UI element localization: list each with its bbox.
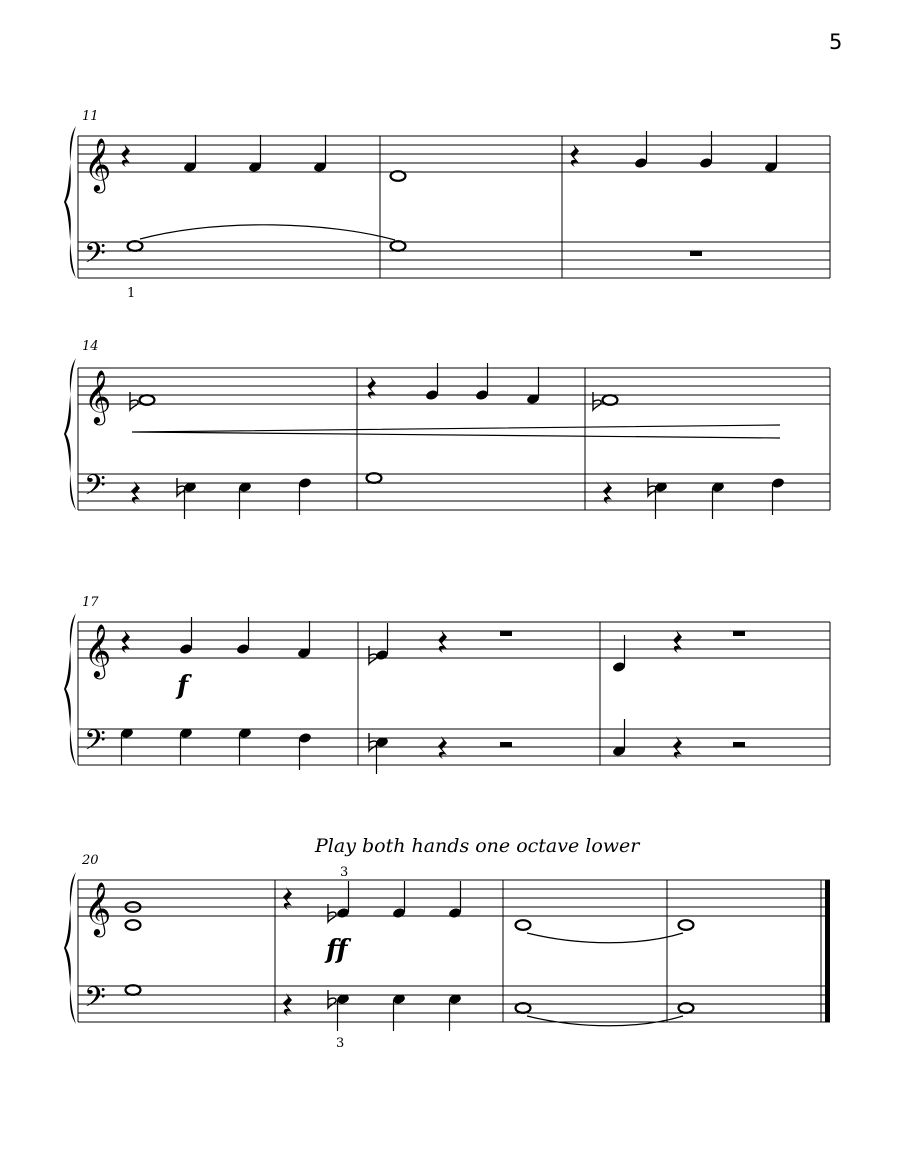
quarter-rest-icon bbox=[673, 630, 682, 653]
final-barline bbox=[825, 880, 830, 1022]
note-e4 bbox=[392, 881, 406, 919]
brace-icon bbox=[64, 126, 76, 278]
whole-note-d4 bbox=[391, 171, 406, 181]
whole-note-c4 bbox=[679, 920, 694, 930]
measure-number: 20 bbox=[82, 853, 99, 868]
note-c4 bbox=[612, 635, 626, 673]
whole-note-c4 bbox=[516, 920, 531, 930]
decrescendo-hairpin bbox=[132, 425, 780, 438]
bass-clef-icon: 𝄢 bbox=[84, 981, 106, 1021]
note-g4 bbox=[179, 617, 193, 655]
brace-icon bbox=[64, 613, 76, 765]
treble-clef-icon: 𝄞 bbox=[84, 623, 112, 677]
note-f3 bbox=[298, 732, 312, 770]
whole-note-eb4 bbox=[140, 395, 155, 405]
brace-icon bbox=[64, 358, 76, 510]
tie bbox=[140, 225, 395, 240]
note-e3 bbox=[238, 481, 252, 519]
quarter-rest-icon bbox=[121, 144, 130, 167]
tie bbox=[527, 1016, 683, 1026]
whole-rest-icon bbox=[690, 251, 702, 256]
treble-clef-icon: 𝄞 bbox=[84, 137, 112, 191]
bass-staff bbox=[78, 242, 830, 278]
quarter-rest-icon bbox=[367, 376, 376, 399]
flat-icon bbox=[177, 478, 185, 496]
bass-staff bbox=[78, 986, 830, 1022]
half-rest-icon bbox=[500, 742, 512, 747]
fingering: 3 bbox=[340, 865, 349, 880]
note-g3 bbox=[179, 727, 193, 765]
note-g4 bbox=[425, 363, 439, 401]
note-g4 bbox=[475, 363, 489, 401]
note-e4 bbox=[448, 881, 462, 919]
flat-icon bbox=[648, 478, 656, 496]
bass-clef-icon: 𝄢 bbox=[84, 237, 106, 277]
whole-note-eb4 bbox=[603, 395, 618, 405]
dynamic-fortissimo: ff bbox=[326, 935, 348, 965]
whole-note-g2 bbox=[391, 241, 406, 251]
whole-note-g2 bbox=[128, 241, 143, 251]
note-e3 bbox=[448, 993, 462, 1031]
system-4 bbox=[64, 835, 830, 1051]
measure-number: 14 bbox=[82, 339, 99, 354]
note-g3 bbox=[120, 727, 134, 765]
whole-note-c3 bbox=[679, 1003, 694, 1013]
fingering: 1 bbox=[127, 286, 136, 301]
flat-icon bbox=[369, 733, 377, 751]
note-g4 bbox=[236, 617, 250, 655]
note-eb4 bbox=[375, 623, 389, 661]
note-eb3 bbox=[654, 481, 668, 519]
bass-staff bbox=[78, 474, 830, 510]
bass-clef-icon: 𝄢 bbox=[84, 469, 106, 509]
note-g4 bbox=[634, 131, 648, 169]
note-g4 bbox=[699, 131, 713, 169]
tie bbox=[527, 933, 683, 943]
whole-note-g3 bbox=[126, 985, 141, 995]
note-eb3 bbox=[375, 736, 389, 774]
quarter-rest-icon bbox=[121, 630, 130, 653]
note-eb4 bbox=[336, 881, 350, 919]
page-number: 5 bbox=[829, 30, 843, 54]
brace-icon bbox=[64, 872, 76, 1024]
quarter-rest-icon bbox=[438, 630, 447, 653]
measure-number: 11 bbox=[82, 109, 99, 124]
fingering: 3 bbox=[336, 1036, 345, 1051]
half-rest-icon bbox=[500, 631, 512, 636]
half-rest-icon bbox=[733, 631, 745, 636]
note-eb3 bbox=[183, 481, 197, 519]
half-rest-icon bbox=[733, 742, 745, 747]
quarter-rest-icon bbox=[570, 144, 579, 167]
treble-staff bbox=[78, 622, 830, 658]
note-f3 bbox=[771, 477, 785, 515]
system-3 bbox=[64, 595, 830, 774]
note-eb3 bbox=[336, 993, 350, 1031]
performance-instruction: Play both hands one octave lower bbox=[315, 835, 640, 857]
system-1 bbox=[64, 109, 830, 301]
note-f3 bbox=[298, 477, 312, 515]
dynamic-forte: f bbox=[177, 671, 189, 701]
whole-note-c3 bbox=[516, 1003, 531, 1013]
treble-clef-icon: 𝄞 bbox=[84, 369, 112, 423]
bass-clef-icon: 𝄢 bbox=[84, 724, 106, 764]
treble-clef-icon: 𝄞 bbox=[84, 881, 112, 935]
system-2 bbox=[64, 339, 830, 519]
flat-icon bbox=[328, 990, 336, 1008]
treble-staff bbox=[78, 368, 830, 404]
note-e3 bbox=[711, 481, 725, 519]
note-g3 bbox=[238, 727, 252, 765]
whole-note-b3 bbox=[126, 920, 141, 930]
note-e3 bbox=[392, 993, 406, 1031]
measure-number: 17 bbox=[82, 595, 99, 610]
whole-note-g3 bbox=[367, 473, 382, 483]
